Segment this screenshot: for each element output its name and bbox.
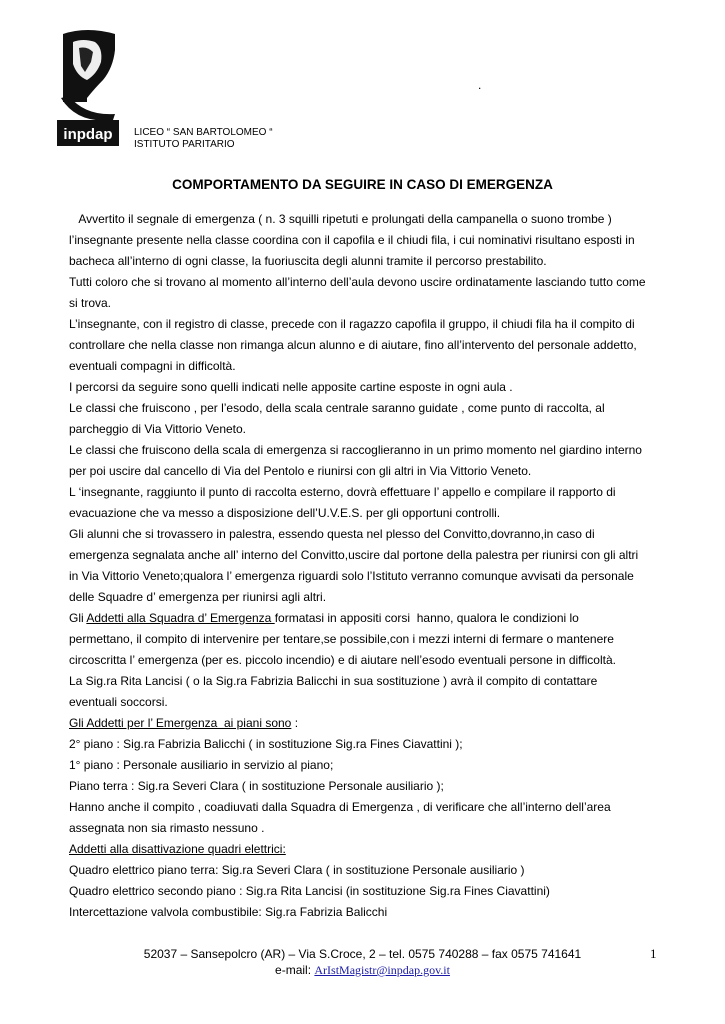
body-line: L ‘insegnante, raggiunto il punto di raccolta esterno, dovrà effettuare l’ appello e compilare il rapporto di: [69, 485, 616, 499]
body-line: circoscritta l’ emergenza (per es. piccolo incendio) e di aiutare nell’esodo eventuali persone in difficoltà.: [69, 653, 616, 667]
school-name: LICEO “ SAN BARTOLOMEO “: [134, 127, 273, 138]
email-link[interactable]: ArIstMagistr@inpdap.gov.it: [314, 963, 450, 977]
body-line: Le classi che fruiscono , per l’esodo, della scala centrale saranno guidate , come punto di raccolta, al: [69, 401, 605, 415]
body-line: assegnata non sia rimasto nessuno .: [69, 821, 265, 835]
header-dot: .: [478, 78, 482, 92]
body-text: :: [291, 716, 299, 730]
body-text: Gli: [69, 611, 87, 625]
body-line: I percorsi da seguire sono quelli indicati nelle apposite cartine esposte in ogni aula .: [69, 380, 513, 394]
body-line: Quadro elettrico secondo piano : Sig.ra Rita Lancisi (in sostituzione Sig.ra Fines Ciavattini): [69, 884, 550, 898]
body-line: si trova.: [69, 296, 112, 310]
body-line: Piano terra : Sig.ra Severi Clara ( in sostituzione Personale ausiliario );: [69, 779, 444, 793]
body-line: l’insegnante presente nella classe coordina con il capofila e il chiudi fila, i cui nominativi risultano esposti in: [69, 233, 635, 247]
body-line: 2° piano : Sig.ra Fabrizia Balicchi ( in sostituzione Sig.ra Fines Ciavattini );: [69, 737, 463, 751]
body-line: Le classi che fruiscono della scala di emergenza si raccoglieranno in un primo momento nel giardino interno: [69, 443, 642, 457]
body-line: evacuazione che va messo a disposizione dell’U.V.E.S. per gli opportuni controlli.: [69, 506, 501, 520]
body-line: per poi uscire dal cancello di Via del Pentolo e riunirsi con gli altri in Via Vittorio Veneto.: [69, 464, 532, 478]
addetti-piani-heading: Gli Addetti per l’ Emergenza ai piani sono: [69, 716, 292, 730]
body-line: permettano, il compito di intervenire per tentare,se possibile,con i mezzi interni di fermare o mantenere: [69, 632, 614, 646]
logo-label: inpdap: [63, 126, 113, 143]
body-line: La Sig.ra Rita Lancisi ( o la Sig.ra Fabrizia Balicchi in sua sostituzione ) avrà il compito di contattare: [69, 674, 598, 688]
body-text: formatasi in appositi corsi hanno, qualora le condizioni lo: [274, 611, 579, 625]
body-line: Quadro elettrico piano terra: Sig.ra Severi Clara ( in sostituzione Personale ausiliario ): [69, 863, 525, 877]
footer-email-line: [0, 962, 725, 978]
quadri-elettrici-heading: Addetti alla disattivazione quadri elettrici:: [69, 842, 286, 856]
body-line: Avvertito il segnale di emergenza ( n. 3 squilli ripetuti e prolungati della campanella o suono trombe ): [69, 212, 612, 226]
body-line: emergenza segnalata anche all’ interno del Convitto,uscire dal portone della palestra per riunirsi con gli altri: [69, 548, 639, 562]
body-line: in Via Vittorio Veneto;qualora l’ emergenza riguardi solo l’Istituto verranno comunque avvisati da personale: [69, 569, 634, 583]
inpdap-logo-icon: [57, 28, 119, 146]
body-line: [69, 608, 679, 629]
body-line: Gli alunni che si trovassero in palestra, essendo questa nel plesso del Convitto,dovranno,in caso di: [69, 527, 595, 541]
page-number: 1: [650, 946, 657, 961]
school-type: ISTITUTO PARITARIO: [134, 139, 235, 150]
body-line: L’insegnante, con il registro di classe, precede con il ragazzo capofila il gruppo, il chiudi fila ha il compito di: [69, 317, 635, 331]
school-info: [134, 127, 273, 151]
body-line: bacheca all’interno di ogni classe, la fuoriuscita degli alunni tramite il percorso prestabilito.: [69, 254, 547, 268]
footer-address: 52037 – Sansepolcro (AR) – Via S.Croce, 2 – tel. 0575 740288 – fax 0575 741641: [143, 947, 582, 961]
body-line: delle Squadre d’ emergenza per riunirsi agli altri.: [69, 590, 327, 604]
body-line: [69, 713, 679, 734]
footer-email-label: e-mail:: [275, 963, 315, 977]
page-title: COMPORTAMENTO DA SEGUIRE IN CASO DI EMERGENZA: [172, 177, 553, 192]
body-line: parcheggio di Via Vittorio Veneto.: [69, 422, 247, 436]
squadra-emergenza-heading: Addetti alla Squadra d’ Emergenza: [86, 611, 275, 625]
inpdap-logo: [57, 28, 119, 146]
document-body: [69, 209, 679, 923]
page-footer: [0, 946, 725, 978]
body-line: Intercettazione valvola combustibile: Sig.ra Fabrizia Balicchi: [69, 905, 388, 919]
body-line: controllare che nella classe non rimanga alcun alunno e di aiutare, fino all’intervento del personale addetto,: [69, 338, 637, 352]
body-line: eventuali compagni in difficoltà.: [69, 359, 236, 373]
body-line: 1° piano : Personale ausiliario in servizio al piano;: [69, 758, 334, 772]
body-line: Tutti coloro che si trovano al momento all’interno dell’aula devono uscire ordinatamente lasciando tutto come: [69, 275, 646, 289]
body-line: Hanno anche il compito , coadiuvati dalla Squadra di Emergenza , di verificare che all’interno dell’area: [69, 800, 611, 814]
body-line: eventuali soccorsi.: [69, 695, 168, 709]
